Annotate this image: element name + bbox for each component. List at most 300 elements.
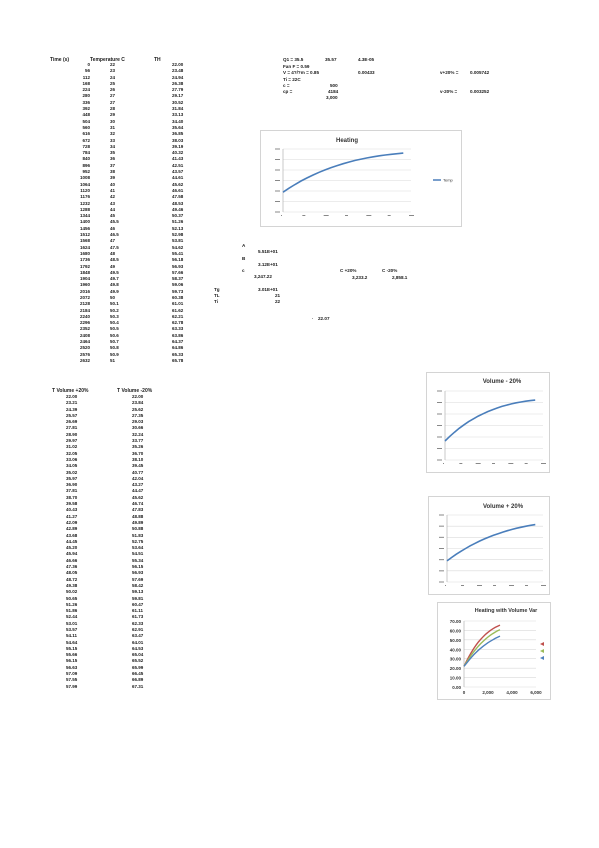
volume-minus-header: T Volume -20% <box>117 388 153 394</box>
volume-plus-cell: 48.05 <box>66 570 78 576</box>
th-cell: 36.85 <box>172 131 184 137</box>
volume-plus-cell: 43.68 <box>66 532 78 538</box>
time-cell: 0 <box>87 62 90 67</box>
x-tick-mark <box>443 463 444 464</box>
time-cell: 2296 <box>79 320 90 326</box>
volume-minus-cell: 65.04 <box>132 652 144 658</box>
volume-plus-cell: 24.39 <box>66 406 78 412</box>
x-tick-mark <box>541 585 546 586</box>
th-cell: 39.19 <box>172 143 184 149</box>
volume-plus-cell: 36.90 <box>66 482 78 488</box>
time-cell: 2576 <box>79 351 90 357</box>
x-tick-mark <box>508 463 513 464</box>
volume-minus-cell: 65.52 <box>132 658 144 664</box>
volume-minus-cell: 44.47 <box>132 488 144 494</box>
th-cell: 54.62 <box>172 244 184 250</box>
temperature-cell: 50.2 <box>110 307 119 313</box>
y-tick-mark <box>439 526 444 527</box>
volume-plus-cell: 33.06 <box>66 456 78 462</box>
temperature-cell: 42 <box>110 194 116 200</box>
fit-tl-label: TL <box>214 293 220 298</box>
temperature-cell: 46 <box>110 225 116 231</box>
time-cell: 2520 <box>79 345 90 351</box>
temperature-cell: 49.7 <box>110 276 119 282</box>
q-param: Q1 = 35.5 <box>283 57 304 62</box>
temperature-cell: 29 <box>110 112 116 118</box>
th-cell: 62.21 <box>172 313 184 319</box>
volume-minus-cell: 27.35 <box>132 412 144 418</box>
c-value: 500 <box>330 83 338 88</box>
fit-dot-value: 22.07 <box>318 316 330 321</box>
time-column <box>60 62 90 364</box>
volume-plus-cell: 41.27 <box>66 513 78 519</box>
volume-plus-cell: 48.72 <box>66 576 78 582</box>
time-cell: 1736 <box>79 257 90 263</box>
temperature-cell: 50.3 <box>110 313 119 319</box>
time-cell: 728 <box>82 143 90 149</box>
temperature-cell: 48 <box>110 250 116 256</box>
fit-cplus-label: C +20% <box>340 268 357 273</box>
volume-minus-cell: 36.70 <box>132 450 144 456</box>
y-tick-mark <box>275 180 280 181</box>
th-cell: 56.93 <box>172 263 184 269</box>
th-cell: 62.78 <box>172 320 184 326</box>
fit-a-value: 5.51E+01 <box>258 249 278 254</box>
th-cell: 26.38 <box>172 80 184 86</box>
temperature-cell: 26 <box>110 87 116 93</box>
y-tick-label: 50.00 <box>449 637 461 643</box>
th-cell: 58.37 <box>172 276 184 282</box>
volume-plus-cell: 26.69 <box>66 419 78 425</box>
temperature-cell: 43 <box>110 200 116 206</box>
x-tick-mark <box>525 585 528 586</box>
time-cell: 112 <box>82 74 90 80</box>
time-cell: 840 <box>82 156 90 162</box>
volume-minus-cell: 42.04 <box>132 475 144 481</box>
th-cell: 52.98 <box>172 232 184 238</box>
volume-plus-cell: 27.81 <box>66 425 78 431</box>
th-cell: 59.06 <box>172 282 184 288</box>
x-tick-mark <box>366 215 371 216</box>
th-cell: 50.37 <box>172 213 184 219</box>
volume-minus-chart <box>426 372 550 473</box>
y-tick-label: 10.00 <box>449 675 461 681</box>
th-cell: 61.62 <box>172 307 184 313</box>
volume-minus-cell: 50.88 <box>132 526 144 532</box>
temperature-cell: 50.8 <box>110 345 119 351</box>
th-cell: 65.78 <box>172 357 184 363</box>
volume-minus-cell: 39.45 <box>132 463 144 469</box>
volume-plus-cell: 22.00 <box>66 394 78 399</box>
volume-plus-cell: 28.90 <box>66 431 78 437</box>
th-cell: 44.61 <box>172 175 184 181</box>
chart-title: Heating <box>335 138 359 144</box>
volume-minus-chart-svg <box>427 373 549 472</box>
volume-plus-cell: 57.09 <box>66 671 78 677</box>
temperature-cell: 23 <box>110 68 116 74</box>
volume-minus-column <box>132 394 158 690</box>
fit-a-label: A <box>242 243 246 248</box>
temperature-cell: 25 <box>110 80 116 86</box>
time-cell: 2128 <box>79 301 90 307</box>
volume-minus-cell: 61.73 <box>132 614 144 620</box>
temperature-cell: 49.5 <box>110 269 119 275</box>
time-cell: 1960 <box>79 282 90 288</box>
th-cell: 48.53 <box>172 200 184 206</box>
vplus-value: 0.005742 <box>470 70 490 75</box>
y-tick-mark <box>275 149 280 150</box>
th-cell: 63.33 <box>172 326 184 332</box>
volume-minus-cell: 56.93 <box>132 570 144 576</box>
fit-b-value: 3.12E+01 <box>258 262 278 267</box>
th-cell: 22.00 <box>172 62 184 67</box>
volume-minus-cell: 40.77 <box>132 469 144 475</box>
volume-plus-cell: 44.45 <box>66 538 78 544</box>
volume-plus-cell: 47.36 <box>66 564 78 570</box>
volume-minus-cell: 64.01 <box>132 639 144 645</box>
time-cell: 2072 <box>79 294 90 300</box>
time-cell: 2184 <box>79 307 90 313</box>
temperature-cell: 40 <box>110 181 116 187</box>
combined-chart <box>437 602 551 700</box>
y-tick-label: 0.00 <box>452 685 461 690</box>
fan-param: Fan F = 0.59 <box>283 64 310 69</box>
volume-minus-cell: 64.53 <box>132 645 144 651</box>
x-tick-label: 2,000 <box>482 690 494 695</box>
volume-plus-cell: 37.81 <box>66 488 78 494</box>
volume-plus-cell: 45.94 <box>66 551 78 557</box>
fit-tg-value: 3.01E+01 <box>258 287 278 292</box>
series-line <box>464 636 500 666</box>
time-cell: 336 <box>82 99 90 105</box>
volume-plus-cell: 35.02 <box>66 469 78 475</box>
time-cell: 1176 <box>80 194 90 200</box>
time-cell: 392 <box>82 106 90 112</box>
volume-plus-cell: 35.97 <box>66 475 78 481</box>
th-header: TH <box>154 57 161 63</box>
x-tick-mark <box>445 585 446 586</box>
time-cell: 2240 <box>79 313 90 319</box>
th-cell: 29.17 <box>172 93 184 99</box>
heating-chart-svg <box>261 131 461 226</box>
volume-plus-cell: 56.63 <box>66 664 78 670</box>
time-cell: 1680 <box>79 250 90 256</box>
time-cell: 1848 <box>79 269 90 275</box>
volume-plus-cell: 31.02 <box>66 444 78 450</box>
y-tick-mark <box>439 570 444 571</box>
th-cell: 56.18 <box>172 257 184 263</box>
x-tick-mark <box>477 585 482 586</box>
volume-minus-cell: 49.89 <box>132 519 144 525</box>
th-cell: 49.46 <box>172 206 184 212</box>
time-cell: 560 <box>82 124 90 130</box>
legend-marker <box>540 656 544 660</box>
volume-plus-cell: 57.99 <box>66 683 78 689</box>
y-tick-mark <box>275 201 280 202</box>
th-column <box>172 62 196 364</box>
volume-plus-cell: 51.26 <box>66 601 78 607</box>
temperature-cell: 49.8 <box>110 282 119 288</box>
legend-marker <box>540 649 544 653</box>
time-cell: 1792 <box>79 263 90 269</box>
volume-plus-cell: 51.86 <box>66 608 78 614</box>
volume-plus-cell: 55.15 <box>66 645 78 651</box>
q-value-2: 4.3E-05 <box>358 57 375 62</box>
fit-cminus-value: 2,858.1 <box>392 275 408 280</box>
volume-plus-cell: 38.70 <box>66 494 78 500</box>
ti-param: Ti = 22C <box>283 77 301 82</box>
temperature-cell: 32 <box>110 131 116 137</box>
x-tick-mark <box>324 215 329 216</box>
x-tick-mark <box>409 215 414 216</box>
th-cell: 24.94 <box>172 74 184 80</box>
time-cell: 448 <box>82 112 90 118</box>
temperature-cell: 27 <box>110 93 116 99</box>
th-cell: 63.86 <box>172 332 184 338</box>
volume-minus-cell: 32.24 <box>132 431 144 437</box>
temperature-cell: 44 <box>110 206 116 212</box>
time-header: Time (s) <box>50 57 70 63</box>
temperature-column <box>110 62 130 364</box>
th-cell: 27.79 <box>172 87 184 93</box>
fit-b-label: B <box>242 256 246 261</box>
temperature-cell: 49 <box>110 263 116 269</box>
temperature-cell: 47 <box>110 238 116 244</box>
volume-minus-cell: 66.45 <box>132 671 144 677</box>
time-cell: 224 <box>82 87 90 93</box>
x-tick-mark <box>509 585 514 586</box>
th-cell: 60.38 <box>172 294 184 300</box>
time-cell: 2352 <box>79 326 90 332</box>
y-tick-mark <box>437 402 442 403</box>
temperature-cell: 27 <box>110 99 116 105</box>
y-tick-mark <box>275 212 280 213</box>
legend-label: Temp <box>443 177 453 183</box>
time-cell: 1344 <box>79 213 90 219</box>
y-tick-label: 70.00 <box>449 619 461 624</box>
time-cell: 2016 <box>79 288 90 294</box>
combined-chart-svg <box>438 603 550 699</box>
temperature-cell: 31 <box>110 124 116 130</box>
temperature-cell: 36 <box>110 156 116 162</box>
time-cell: 1400 <box>79 219 90 225</box>
volume-minus-cell: 25.62 <box>132 406 144 412</box>
th-cell: 55.41 <box>172 250 184 256</box>
th-cell: 47.58 <box>172 194 184 200</box>
volume-plus-cell: 42.09 <box>66 519 78 525</box>
y-tick-mark <box>437 414 442 415</box>
temperature-cell: 49.9 <box>110 288 119 294</box>
temperature-cell: 50.1 <box>110 301 119 307</box>
vplus-label: v+20% = <box>440 70 459 75</box>
volume-minus-cell: 57.69 <box>132 576 144 582</box>
time-cell: 896 <box>82 162 90 168</box>
temperature-cell: 50.5 <box>110 326 119 332</box>
temperature-cell: 39 <box>110 175 116 181</box>
time-cell: 1624 <box>79 244 90 250</box>
volume-plus-cell: 40.43 <box>66 507 78 513</box>
volume-plus-cell: 42.89 <box>66 526 78 532</box>
x-tick-label: 6,000 <box>530 690 542 695</box>
th-cell: 23.48 <box>172 68 184 74</box>
heating-chart <box>260 130 462 227</box>
cp-value: 4184 <box>328 89 339 94</box>
temperature-cell: 50.7 <box>110 339 119 345</box>
time-cell: 2408 <box>79 332 90 338</box>
series-line <box>283 153 403 192</box>
volume-minus-cell: 59.81 <box>132 595 144 601</box>
cp-param: cp = <box>283 89 293 94</box>
volume-plus-cell: 39.58 <box>66 501 78 507</box>
volume-minus-cell: 45.62 <box>132 494 144 500</box>
time-cell: 1288 <box>79 206 90 212</box>
volume-minus-cell: 67.31 <box>132 683 144 689</box>
temperature-cell: 46.5 <box>110 232 119 238</box>
y-tick-mark <box>437 391 442 392</box>
volume-plus-cell: 50.65 <box>66 595 78 601</box>
volume-minus-cell: 46.74 <box>132 501 144 507</box>
x-tick-label: 0 <box>462 690 466 695</box>
th-cell: 33.13 <box>172 112 184 118</box>
time-cell: 2464 <box>79 339 90 345</box>
time-cell: 1232 <box>79 200 90 206</box>
volume-minus-cell: 66.89 <box>132 677 144 683</box>
th-cell: 61.01 <box>172 301 184 307</box>
th-cell: 51.26 <box>172 219 184 225</box>
th-cell: 42.51 <box>172 162 184 168</box>
volume-plus-cell: 45.20 <box>66 545 78 551</box>
th-cell: 52.13 <box>172 225 184 231</box>
volume-plus-cell: 53.01 <box>66 620 78 626</box>
extra-value: 3,000 <box>326 95 338 100</box>
c-param: c = <box>283 83 290 88</box>
time-cell: 504 <box>82 118 90 124</box>
temperature-cell: 45.5 <box>110 219 119 225</box>
th-cell: 46.61 <box>172 187 184 193</box>
time-cell: 952 <box>82 169 90 175</box>
th-cell: 43.57 <box>172 169 184 175</box>
volume-plus-cell: 34.05 <box>66 463 78 469</box>
volume-minus-cell: 56.15 <box>132 564 144 570</box>
th-cell: 31.84 <box>172 106 184 112</box>
x-tick-mark <box>281 215 282 216</box>
x-tick-mark <box>541 463 546 464</box>
volume-minus-cell: 48.88 <box>132 513 144 519</box>
volume-plus-cell: 23.21 <box>66 400 78 406</box>
chart-title: Heating with Volume Var <box>474 608 538 614</box>
vminus-value: 0.003252 <box>470 89 490 94</box>
volume-plus-chart-svg <box>429 497 549 594</box>
volume-minus-cell: 23.84 <box>132 400 144 406</box>
volume-minus-cell: 65.99 <box>132 664 144 670</box>
y-tick-mark <box>275 159 280 160</box>
x-tick-mark <box>461 585 464 586</box>
volume-plus-cell: 29.97 <box>66 438 78 444</box>
th-cell: 41.43 <box>172 156 184 162</box>
volume-minus-cell: 22.00 <box>132 394 144 399</box>
legend-marker <box>540 642 544 646</box>
y-tick-mark <box>275 191 280 192</box>
volume-plus-column <box>66 394 92 690</box>
time-cell: 784 <box>82 150 90 156</box>
fit-cplus-value: 3,233.2 <box>352 275 368 280</box>
volume-plus-chart <box>428 496 550 595</box>
q-value-1: 35.57 <box>325 57 337 62</box>
volume-param: V = 4?/?m = 0.85 <box>283 70 320 75</box>
time-cell: 280 <box>82 93 90 99</box>
th-cell: 35.64 <box>172 124 184 130</box>
fit-tg-label: Tg <box>214 287 220 292</box>
volume-plus-cell: 32.05 <box>66 450 78 456</box>
series-line <box>445 400 535 441</box>
volume-value: 0.00433 <box>358 70 375 75</box>
y-tick-mark <box>439 559 444 560</box>
time-cell: 1456 <box>79 225 90 231</box>
volume-plus-cell: 49.38 <box>66 582 78 588</box>
temperature-cell: 35 <box>110 150 116 156</box>
time-cell: 1904 <box>79 276 90 282</box>
fit-c-value: 3,247.22 <box>254 274 272 279</box>
y-tick-label: 40.00 <box>449 647 461 653</box>
x-tick-mark <box>525 463 528 464</box>
y-tick-label: 20.00 <box>449 666 461 672</box>
volume-plus-cell: 50.02 <box>66 589 78 595</box>
volume-minus-cell: 63.47 <box>132 633 144 639</box>
temperature-cell: 48.5 <box>110 257 119 263</box>
volume-plus-cell: 55.66 <box>66 652 78 658</box>
volume-minus-cell: 29.03 <box>132 419 144 425</box>
volume-minus-cell: 51.83 <box>132 532 144 538</box>
temperature-cell: 51 <box>110 357 116 363</box>
temperature-cell: 38 <box>110 169 116 175</box>
time-cell: 616 <box>82 131 90 137</box>
y-tick-mark <box>439 515 444 516</box>
vminus-label: v-20% = <box>440 89 458 94</box>
x-tick-mark <box>493 585 496 586</box>
fit-ti-value: 22 <box>275 299 281 304</box>
x-tick-mark <box>345 215 348 216</box>
th-cell: 38.03 <box>172 137 184 143</box>
x-tick-label: 4,000 <box>506 690 518 695</box>
volume-minus-cell: 60.47 <box>132 601 144 607</box>
th-cell: 59.73 <box>172 288 184 294</box>
time-cell: 1568 <box>79 238 90 244</box>
volume-minus-cell: 38.10 <box>132 456 144 462</box>
volume-plus-cell: 52.44 <box>66 614 78 620</box>
y-tick-mark <box>439 537 444 538</box>
fit-tl-value: 21 <box>275 293 281 298</box>
temperature-cell: 24 <box>110 74 116 80</box>
temperature-cell: 45 <box>110 213 116 219</box>
x-tick-mark <box>492 463 495 464</box>
fit-cminus-label: C -20% <box>382 268 398 273</box>
th-cell: 65.33 <box>172 351 184 357</box>
volume-minus-cell: 58.42 <box>132 582 144 588</box>
y-tick-label: 30.00 <box>449 656 461 662</box>
y-tick-label: 60.00 <box>449 628 461 634</box>
th-cell: 30.52 <box>172 99 184 105</box>
temperature-cell: 28 <box>110 106 116 112</box>
y-tick-mark <box>437 437 442 438</box>
temperature-header: Temperature C <box>90 57 125 63</box>
time-cell: 1064 <box>79 181 90 187</box>
th-cell: 45.62 <box>172 181 184 187</box>
volume-plus-cell: 46.66 <box>66 557 78 563</box>
y-tick-mark <box>275 170 280 171</box>
volume-minus-cell: 52.75 <box>132 538 144 544</box>
time-cell: 1008 <box>79 175 90 181</box>
fit-c-label: c <box>242 268 245 273</box>
